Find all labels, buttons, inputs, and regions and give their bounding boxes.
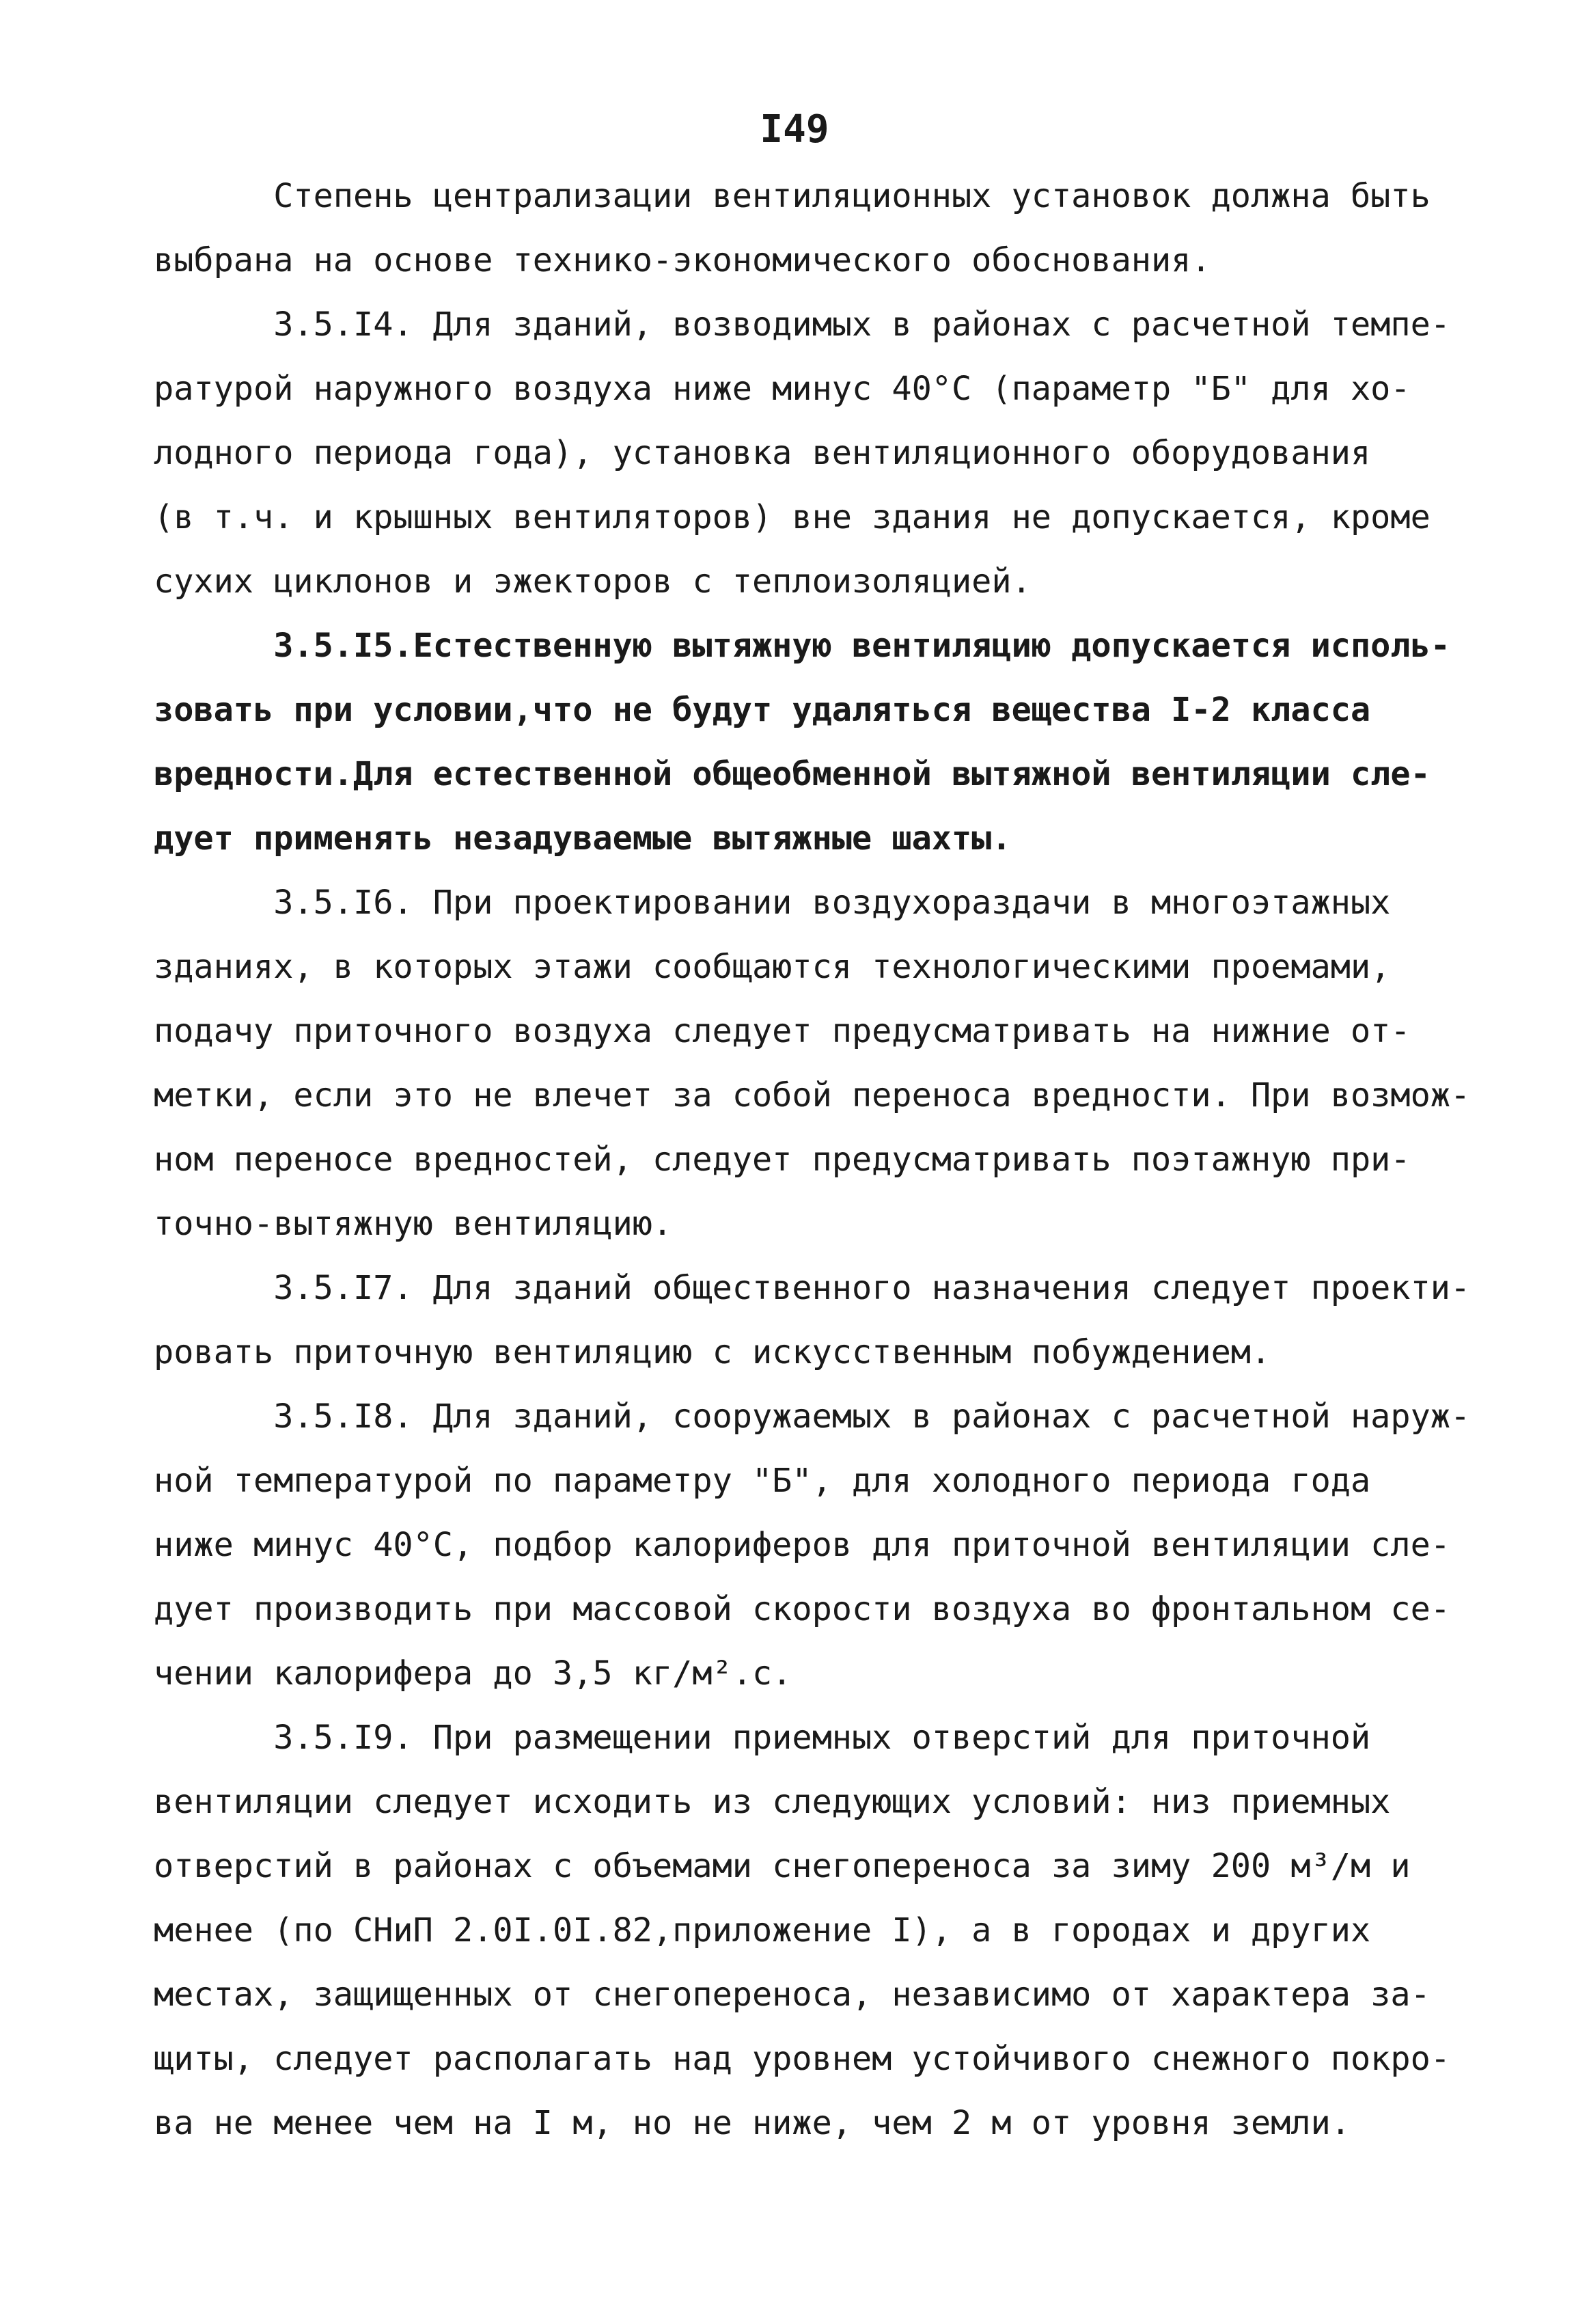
text-line: зовать при условии,что не будут удаляться вещества I-2 класса	[154, 691, 1371, 729]
text-line: сухих циклонов и эжекторов с теплоизоляцией.	[154, 562, 1032, 601]
text-line: выбрана на основе технико-экономического обоснования.	[154, 241, 1211, 279]
text-line: вредности.Для естественной общеобменной вытяжной вентиляции сле-	[154, 755, 1431, 793]
text-line: щиты, следует располагать над уровнем устойчивого снежного покро-	[154, 2040, 1450, 2078]
text-line: 3.5.I8. Для зданий, сооружаемых в районах с расчетной наруж-	[154, 1397, 1471, 1436]
text-line: 3.5.I6. При проектировании воздухораздачи в многоэтажных	[154, 884, 1391, 922]
text-line: местах, защищенных от снегопереноса, независимо от характера за-	[154, 1976, 1431, 2014]
text-line: ном переносе вредностей, следует предусматривать поэтажную при-	[154, 1140, 1411, 1179]
text-line: менее (по СНиП 2.0I.0I.82,приложение I), а в городах и других	[154, 1911, 1371, 1950]
body-text	[154, 164, 1486, 2155]
text-line: дует производить при массовой скорости воздуха во фронтальном се-	[154, 1590, 1450, 1628]
text-line: ратурой наружного воздуха ниже минус 40°С (параметр "Б" для хо-	[154, 370, 1411, 408]
text-line: подачу приточного воздуха следует предусматривать на нижние от-	[154, 1012, 1411, 1050]
text-line: ва не менее чем на I м, но не ниже, чем 2 м от уровня земли.	[154, 2104, 1351, 2142]
text-line: ровать приточную вентиляцию с искусственным побуждением.	[154, 1333, 1271, 1371]
text-line: 3.5.I7. Для зданий общественного назначения следует проекти-	[154, 1269, 1471, 1307]
text-line: 3.5.I9. При размещении приемных отверстий для приточной	[154, 1719, 1371, 1757]
text-line: зданиях, в которых этажи сообщаются технологическими проемами,	[154, 948, 1391, 986]
text-line: отверстий в районах с объемами снегопереноса за зиму 200 м³/м и	[154, 1847, 1411, 1885]
text-line: 3.5.I5.Естественную вытяжную вентиляцию допускается исполь-	[154, 627, 1450, 665]
text-line: чении калорифера до 3,5 кг/м².с.	[154, 1654, 792, 1693]
text-line: (в т.ч. и крышных вентиляторов) вне здания не допускается, кроме	[154, 498, 1431, 536]
text-line: Степень централизации вентиляционных установок должна быть	[154, 177, 1431, 215]
text-line: вентиляции следует исходить из следующих условий: низ приемных	[154, 1783, 1391, 1821]
text-line: лодного периода года), установка вентиляционного оборудования	[154, 434, 1371, 472]
text-line: ной температурой по параметру "Б", для холодного периода года	[154, 1462, 1371, 1500]
text-line: точно-вытяжную вентиляцию.	[154, 1205, 673, 1243]
text-line: дует применять незадуваемые вытяжные шахты.	[154, 819, 1012, 858]
text-line: метки, если это не влечет за собой переноса вредности. При возмож-	[154, 1076, 1471, 1115]
text-line: 3.5.I4. Для зданий, возводимых в районах с расчетной темпе-	[154, 305, 1450, 344]
text-line: ниже минус 40°С, подбор калориферов для приточной вентиляции сле-	[154, 1526, 1450, 1564]
page-number: I49	[760, 107, 829, 152]
